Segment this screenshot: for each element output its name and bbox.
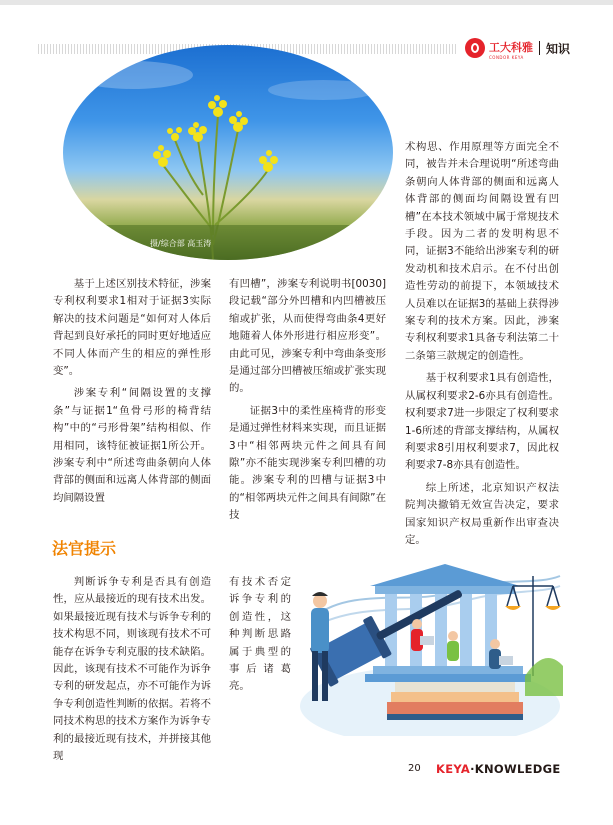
brand-logo-icon	[465, 38, 485, 58]
judge-tips-heading: 法官提示	[52, 539, 117, 558]
brand-subtitle: CONDOR KEYA	[489, 55, 524, 60]
article-paragraph: 证据3中的柔性座椅背的形变是通过弹性材料来实现，而且证据3中“相邻两块元件之间具有间隙”亦不能实现涉案专利凹槽的功能。涉案专利的凹槽与证据3中的“相邻两块元件之间具有间隙”在技	[229, 404, 386, 522]
footer-brand-knowledge: KNOWLEDGE	[474, 762, 561, 776]
article-column-2	[229, 276, 386, 530]
article-paragraph: 涉案专利“间隔设置的支撑条”与证据1“鱼骨弓形的椅背结构”中的“弓形骨架”结构相似、作用相同，该特征被证据1所公开。涉案专利中“所述弯曲条朝向人体背部的侧面和远离人体背部的侧面均间隔设置	[53, 387, 211, 504]
flower-photo	[63, 45, 393, 260]
photo-credit: 摄/综合部 高玉涛	[150, 239, 212, 248]
magazine-brand	[465, 36, 570, 60]
advice-paragraph: 有技术否定诉争专利的创造性，这种判断思路属于典型的事后诸葛亮。	[229, 576, 291, 693]
top-bar	[0, 0, 613, 5]
brand-text	[489, 36, 533, 60]
footer-brand-keya: KEYA	[436, 762, 471, 776]
footer-brand	[436, 762, 561, 776]
article-column-3	[405, 139, 559, 554]
article-paragraph: 基于上述区别技术特征，涉案专利权利要求1相对于证据3实际解决的技术问题是“如何对人体后背起到良好承托的同时更好地适应不同人体而产生的相应的弹性形变”。	[53, 278, 211, 378]
flower-illustration	[63, 45, 393, 260]
brand-separator	[539, 41, 540, 55]
advice-paragraph: 判断诉争专利是否具有创造性，应从最接近的现有技术出发。如果最接近现有技术与诉争专利的技术构思不同，则该现有技术不可能存在诉争专利克服的技术缺陷。因此，该现有技术不可能作为诉争专利的研发起点，亦不可能作为诉争专利创造性判断的依据。若将不同技术构思的技术方案作为诉争专利的最接近现有技术，并拼接其他现	[53, 576, 211, 763]
article-paragraph: 综上所述，北京知识产权法院判决撤销无效宣告决定，要求国家知识产权局重新作出审查决定。	[405, 481, 559, 546]
courthouse-gavel-illustration	[295, 556, 565, 736]
advice-column-2	[229, 574, 291, 701]
law-illustration	[295, 556, 565, 736]
page-number: 20	[408, 763, 421, 774]
section-label: 知识	[546, 41, 571, 56]
advice-column-1	[53, 574, 211, 770]
article-paragraph: 有凹槽”，涉案专利说明书[0030]段记载“部分外凹槽和内凹槽被压缩或扩张，从而使得弯曲条4更好地随着人体外形进行相应形变”。由此可见，涉案专利中弯曲条变形是通过部分凹槽被压缩或扩张实现的。	[229, 278, 386, 395]
article-paragraph: 术构思、作用原理等方面完全不同，被告并未合理说明“所述弯曲条朝向人体背部的侧面和远离人体背部的侧面均间隔设置有凹槽”在本技术领域中属于常规技术手段。因为二者的发明构思不同，证据3不能给出涉案专利的研发动机和技术启示。在不付出创造性劳动的前提下，本领域技术人员难以在证据3的基础上获得涉案专利的技术方案。因此，涉案专利权利要求1具备专利法第二十二条第三款规定的创造性。	[405, 141, 559, 362]
article-paragraph: 基于权利要求1具有创造性，从属权利要求2-6亦具有创造性。权利要求7进一步限定了权利要求1-6所述的背部支撑结构，从属权利要求8引用权利要求7，因此权利要求7-8亦具有创造性。	[405, 372, 559, 472]
brand-name: 工大科雅	[489, 41, 533, 54]
footer-brand-dot: ·	[470, 762, 475, 776]
article-column-1	[53, 276, 211, 512]
